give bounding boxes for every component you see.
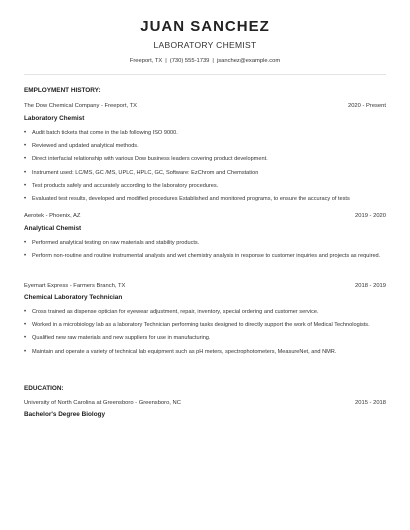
bullet-text: Cross trained as dispense optician for eyewear adjustment, repair, inventory, special ordering and customer service. [32, 309, 319, 315]
employment-heading: EMPLOYMENT HISTORY: [24, 87, 101, 94]
job-header [24, 213, 386, 219]
job-dates: 2020 - Present [347, 103, 386, 109]
bullet-text: Reviewed and updated analytical methods. [32, 143, 139, 150]
contact-line [0, 58, 410, 64]
education-degree: Bachelor's Degree Biology [24, 411, 106, 418]
contact-separator: | [165, 58, 167, 64]
job-header [24, 103, 386, 109]
job-role: Laboratory Chemist [24, 115, 85, 122]
bullet-icon: • [24, 156, 27, 163]
bullet-text: Audit batch tickets that come in the lab following ISO 9000. [32, 130, 178, 136]
bullet-icon: • [24, 253, 27, 260]
job-bullets [24, 309, 386, 362]
list-item [24, 349, 386, 356]
list-item [24, 143, 386, 150]
bullet-text: Maintain and operate a variety of technical lab equipment such as pH meters, spectrophotometers, MeasureNet, and NMR. [32, 348, 337, 355]
job-dates: 2019 - 2020 [355, 213, 386, 219]
job-bullets [24, 240, 386, 266]
bullet-icon: • [24, 322, 27, 329]
bullet-icon: • [24, 182, 27, 189]
bullet-text: Performed analytical testing on raw materials and stability products. [32, 240, 200, 246]
list-item [24, 183, 386, 190]
list-item [24, 240, 386, 247]
bullet-icon: • [24, 130, 27, 136]
list-item [24, 156, 386, 163]
header-divider [24, 74, 386, 75]
bullet-icon: • [24, 335, 27, 342]
job-company: The Dow Chemical Company - Freeport, TX [24, 103, 137, 109]
list-item [24, 335, 386, 342]
list-item [24, 253, 386, 260]
list-item [24, 130, 386, 137]
bullet-icon: • [24, 348, 27, 355]
job-company: Aerotek - Phoenix, AZ [24, 213, 81, 219]
job-role: Analytical Chemist [24, 225, 82, 232]
education-heading: EDUCATION: [24, 385, 64, 392]
bullet-text: Qualified new raw materials and new suppliers for use in manufacturing. [32, 335, 211, 342]
education-dates: 2015 - 2018 [355, 400, 386, 406]
bullet-icon: • [24, 240, 27, 246]
bullet-text: Direct interfacial relationship with various Dow business leaders covering product development. [32, 156, 268, 163]
job-bullets [24, 130, 386, 209]
bullet-icon: • [24, 143, 27, 150]
list-item [24, 170, 386, 177]
bullet-icon: • [24, 309, 27, 315]
bullet-text: Worked in a microbiology lab as a laboratory Technician performing tasks designed to directly support the work of Medical Technologists. [32, 322, 370, 329]
list-item [24, 322, 386, 329]
job-role: Chemical Laboratory Technician [24, 294, 123, 301]
bullet-icon: • [24, 169, 27, 176]
candidate-title: LABORATORY CHEMIST [153, 40, 257, 50]
education-header [24, 400, 386, 406]
candidate-name: JUAN SANCHEZ [140, 18, 270, 35]
job-dates: 2018 - 2019 [355, 283, 386, 289]
contact-separator: | [212, 58, 214, 64]
contact-phone: (730) 555-1739 [169, 58, 210, 64]
bullet-icon: • [24, 196, 27, 203]
bullet-text: Evaluated test results, developed and modified procedures Established and monitored programs, to ensure the accuracy of tests [32, 196, 350, 203]
bullet-text: Instrument used: LC/MS, GC /MS, UPLC, HPLC, GC, Software: EzChrom and Chemstation [32, 169, 259, 176]
job-header [24, 283, 386, 289]
list-item [24, 196, 386, 203]
bullet-text: Perform non-routine and routine instrumental analysis and wet chemistry analysis in response to customer inquiries and projects as required. [32, 253, 381, 260]
bullet-text: Test products safely and accurately according to the laboratory procedures. [32, 182, 219, 189]
job-company: Eyemart Express - Farmers Branch, TX [24, 283, 126, 289]
contact-email: jsanchez@example.com [216, 58, 281, 64]
education-school: University of North Carolina at Greensboro - Greensboro, NC [24, 400, 181, 406]
contact-location: Freeport, TX [129, 58, 163, 64]
list-item [24, 309, 386, 316]
